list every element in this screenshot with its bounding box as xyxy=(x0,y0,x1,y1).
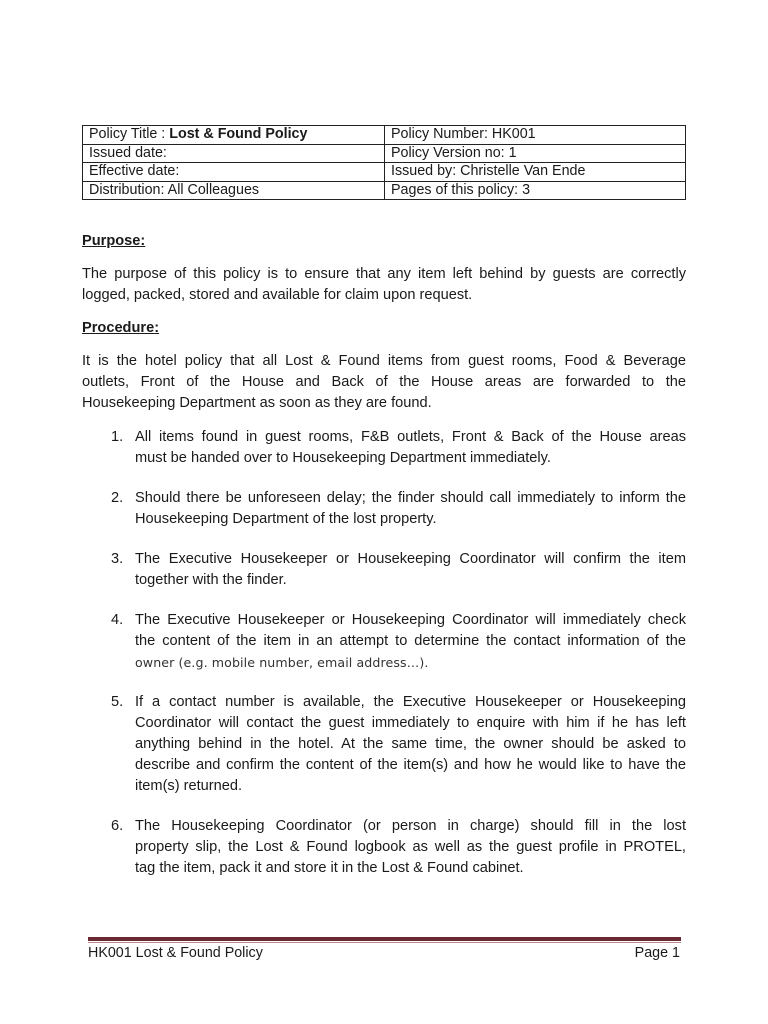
pages-cell: Pages of this policy: 3 xyxy=(385,181,686,200)
text-line: anything behind in the hotel. At the same time, the owner should be asked to xyxy=(135,736,686,752)
text-line: describe and confirm the content of the item(s) and how he would like to have the xyxy=(135,757,686,773)
procedure-intro-paragraph xyxy=(82,351,686,414)
procedure-colon: : xyxy=(154,320,160,336)
text-line: outlets, Front of the House and Back of the House areas are forwarded to the xyxy=(82,374,686,390)
text-line: together with the finder. xyxy=(135,572,287,588)
purpose-heading-text: Purpose xyxy=(82,233,141,249)
purpose-paragraph xyxy=(82,264,686,306)
text-line: owner (e.g. mobile number, email address…). xyxy=(135,655,429,670)
issued-by-cell: Issued by: Christelle Van Ende xyxy=(385,163,686,182)
text-line: All items found in guest rooms, F&B outlets, Front & Back of the House areas xyxy=(135,429,686,445)
policy-info-table xyxy=(82,125,686,200)
list-item-number: 5. xyxy=(111,694,124,710)
list-item-number: 6. xyxy=(111,818,124,834)
list-item xyxy=(135,692,686,797)
text-line: The Executive Housekeeper or Housekeeping Coordinator will immediately check xyxy=(135,612,686,628)
text-line: Should there be unforeseen delay; the finder should call immediately to inform the xyxy=(135,490,686,506)
list-item-number: 1. xyxy=(111,429,124,445)
procedure-heading-text: Procedure xyxy=(82,320,155,336)
list-item xyxy=(135,427,686,469)
procedure-heading xyxy=(82,318,159,339)
list-item-number: 4. xyxy=(111,612,124,628)
text-line: Housekeeping Department of the lost property. xyxy=(135,511,437,527)
text-line: logged, packed, stored and available for claim upon request. xyxy=(82,287,473,303)
text-line: Coordinator will contact the guest immediately to enquire with him if he has left xyxy=(135,715,686,731)
list-item xyxy=(135,816,686,879)
text-line: Housekeeping Department as soon as they are found. xyxy=(82,395,432,411)
list-item-number: 2. xyxy=(111,490,124,506)
policy-title-label: Policy Title : xyxy=(89,126,170,143)
footer-page-number: Page 1 xyxy=(634,945,680,961)
text-line: tag the item, pack it and store it in the Lost & Found cabinet. xyxy=(135,860,524,876)
distribution-cell: Distribution: All Colleagues xyxy=(83,181,385,200)
policy-title-cell xyxy=(83,126,385,145)
policy-number-cell: Policy Number: HK001 xyxy=(385,126,686,145)
list-item xyxy=(135,549,686,591)
text-line: It is the hotel policy that all Lost & Found items from guest rooms, Food & Beverage xyxy=(82,353,686,369)
text-line: The Housekeeping Coordinator (or person in charge) should fill in the lost xyxy=(135,818,686,834)
list-item-number: 3. xyxy=(111,551,124,567)
purpose-heading xyxy=(82,231,145,252)
text-line: item(s) returned. xyxy=(135,778,243,794)
issued-date-cell: Issued date: xyxy=(83,144,385,163)
effective-date-cell: Effective date: xyxy=(83,163,385,182)
table-row xyxy=(83,181,686,200)
footer-rule xyxy=(88,937,681,941)
text-line: the content of the item in an attempt to determine the contact information of the xyxy=(135,633,686,649)
purpose-colon: : xyxy=(140,233,146,249)
policy-title-value: Lost & Found Policy xyxy=(169,126,308,143)
footer-document-title: HK001 Lost & Found Policy xyxy=(88,945,263,961)
table-row xyxy=(83,163,686,182)
text-line: must be handed over to Housekeeping Department immediately. xyxy=(135,450,551,466)
table-row xyxy=(83,126,686,145)
text-line: The Executive Housekeeper or Housekeeping Coordinator will confirm the item xyxy=(135,551,686,567)
table-row xyxy=(83,144,686,163)
policy-version-cell: Policy Version no: 1 xyxy=(385,144,686,163)
list-item xyxy=(135,610,686,673)
list-item xyxy=(135,488,686,530)
text-line: The purpose of this policy is to ensure that any item left behind by guests are correctly xyxy=(82,266,686,282)
text-line: If a contact number is available, the Executive Housekeeper or Housekeeping xyxy=(135,694,686,710)
text-line: property slip, the Lost & Found logbook as well as the guest profile in PROTEL, xyxy=(135,839,686,855)
